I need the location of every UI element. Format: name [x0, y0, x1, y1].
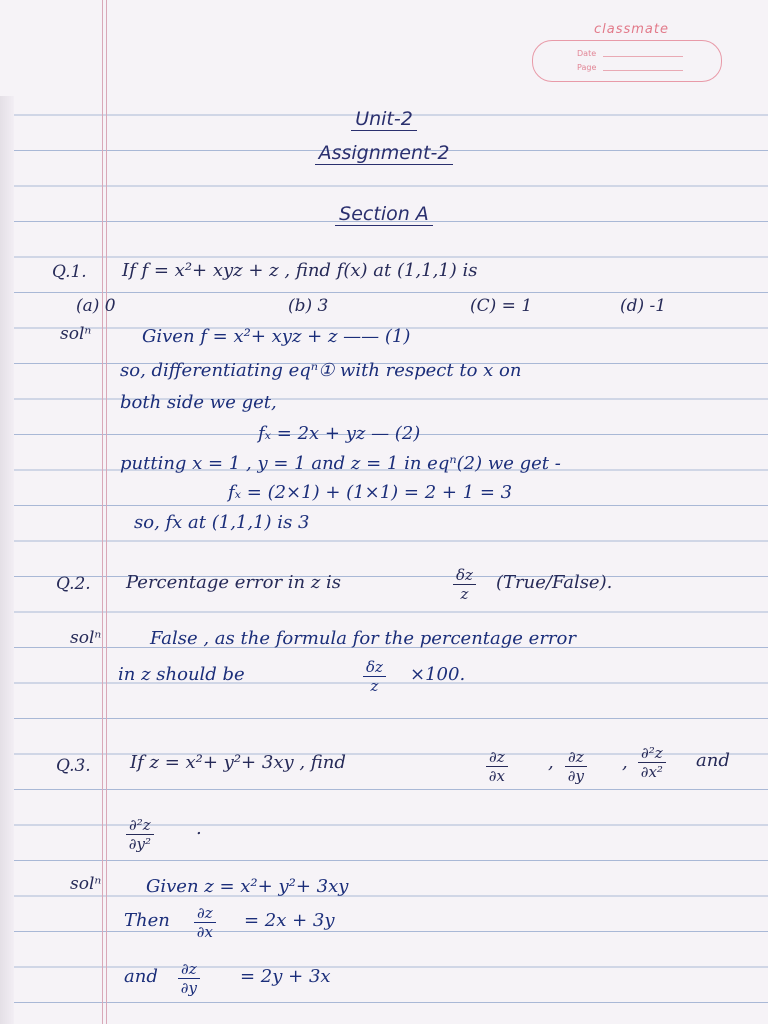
q3-then-word: Then [124, 910, 170, 931]
date-page-box [532, 40, 722, 82]
page-line [603, 70, 683, 71]
q1-label: Q.1. [52, 262, 87, 282]
q2-question: Percentage error in z is [126, 572, 342, 593]
q3-comma-2: , [622, 752, 628, 773]
q1-question: If f = x²+ xyz + z , find f(x) at (1,1,1) is [122, 260, 478, 281]
q3-sol-label: solⁿ [70, 874, 102, 894]
q2-answer-fraction [363, 658, 386, 695]
q3-period: . [196, 818, 202, 839]
q1-option-b: (b) 3 [288, 296, 329, 316]
q2-label: Q.2. [56, 574, 91, 594]
date-line [603, 56, 683, 57]
q3-and-word: and [696, 750, 730, 771]
q3-given: Given z = x²+ y²+ 3xy [146, 876, 349, 897]
brand-logo-text: classmate [594, 22, 669, 37]
q2-answer-line-2: in z should be [118, 664, 245, 685]
date-label: Date [577, 49, 597, 58]
q1-option-d: (d) -1 [620, 296, 667, 316]
q2-sol-label: solⁿ [70, 628, 102, 648]
q2-fraction-num: δz [453, 566, 476, 585]
q3-question: If z = x²+ y²+ 3xy , find [130, 752, 346, 773]
section-heading: Section A [0, 203, 768, 225]
q1-sol-line-6: fₓ = (2×1) + (1×1) = 2 + 1 = 3 [228, 482, 513, 503]
q3-fraction-3: $\frac{\text{∂²z}}{\text{∂x²}}$ [638, 744, 666, 781]
q3-then-result: = 2x + 3y [244, 910, 335, 931]
q1-sol-line-4: fₓ = 2x + yz — (2) [258, 423, 421, 444]
unit-heading: Unit-2 [0, 108, 768, 130]
page-label: Page [577, 63, 597, 72]
q1-sol-line-1: Given f = x²+ xyz + z —— (1) [142, 326, 411, 347]
q2-answer-line-1: False , as the formula for the percentage error [150, 628, 576, 649]
q3-label: Q.3. [56, 756, 91, 776]
q3-comma-1: , [548, 752, 554, 773]
q1-sol-line-5: putting x = 1 , y = 1 and z = 1 in eqⁿ(2) we get - [120, 453, 561, 474]
q3-and-result: = 2y + 3x [240, 966, 331, 987]
q1-sol-label: solⁿ [60, 324, 92, 344]
q3-and-fraction: $\frac{\partial z}{\partial y}$ [178, 960, 200, 997]
q1-sol-line-3: both side we get, [120, 392, 277, 413]
q3-fraction-4: $\frac{\text{∂²z}}{\text{∂y²}}$ [126, 816, 154, 853]
q2-answer-fraction-num: δz [363, 658, 386, 677]
q2-fraction-den: z [460, 585, 469, 603]
q1-option-a: (a) 0 [76, 296, 116, 316]
q1-sol-line-2: so, differentiating eqⁿ① with respect to x on [120, 360, 522, 381]
assignment-heading: Assignment-2 [0, 142, 768, 164]
q3-fraction-2: $\frac{\partial z}{\partial y}$ [565, 748, 587, 785]
q2-answer-fraction-den: z [370, 677, 379, 695]
q2-fraction [453, 566, 476, 603]
q3-fraction-1: $\frac{\partial z}{\partial x}$ [486, 748, 508, 785]
q3-then-fraction: $\frac{\partial z}{\partial x}$ [194, 904, 216, 941]
q3-and2-word: and [124, 966, 158, 987]
q2-answer-tail: ×100. [410, 664, 466, 685]
q2-question-tail: (True/False). [496, 572, 613, 593]
q1-sol-line-7: so, fx at (1,1,1) is 3 [134, 512, 310, 533]
q1-option-c: (C) = 1 [470, 296, 533, 316]
